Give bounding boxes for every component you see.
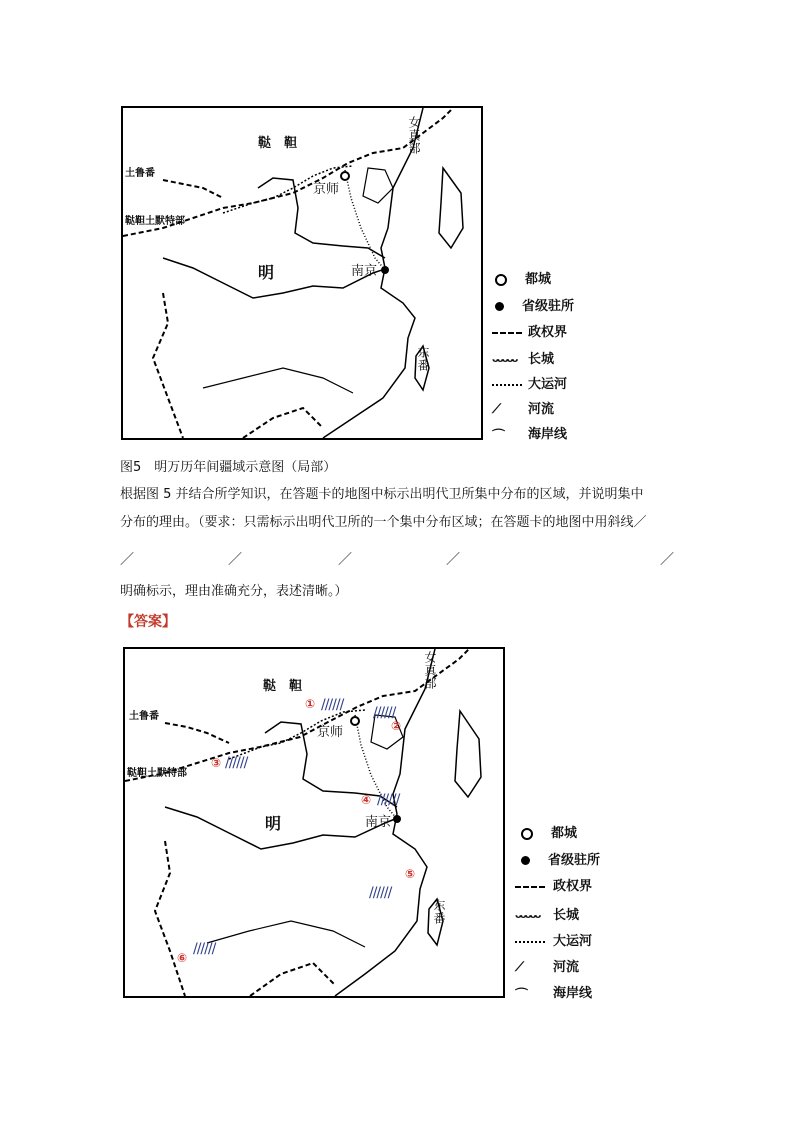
map1-label-jingshi: 京师: [313, 182, 340, 197]
mark-6: ⑥: [177, 951, 188, 965]
question-line-2: 分布的理由。（要求：只需标示出明代卫所的一个集中分布区域；在答题卡的地图中用斜线／: [120, 515, 647, 530]
legend1-river: ⟋ 河流: [492, 402, 555, 417]
map-2: [123, 647, 505, 998]
map2-label-tumote: 鞑靼土默特部: [127, 768, 187, 779]
mark-4: ④: [361, 793, 372, 807]
map1-label-tumote: 鞑靼土默特部: [125, 216, 185, 227]
slash-1: ／: [120, 552, 134, 568]
map-1-drawing: [123, 108, 481, 438]
hatch-3: //////: [225, 755, 248, 771]
province-icon: [521, 856, 530, 865]
figure-caption: 图5 明万历年间疆域示意图（局部）: [120, 460, 337, 475]
legend1-capital: 都城: [495, 268, 551, 287]
canal-icon: [492, 384, 522, 386]
slash-2: ／: [228, 552, 242, 568]
mark-5: ⑤: [405, 867, 416, 881]
hatch-4: //////: [377, 792, 400, 808]
wall-icon: ᴗᴗᴗᴗᴗ: [515, 910, 540, 921]
map2-label-tulufan: 土鲁番: [129, 711, 159, 722]
border-icon: [515, 886, 545, 888]
legend2-coast: ⌒ 海岸线: [515, 986, 593, 1003]
map1-label-nanjing: 南京: [351, 264, 378, 279]
hatch-6: //////: [193, 941, 216, 957]
mark-1: ①: [305, 697, 316, 711]
coast-icon: ⌒: [515, 988, 529, 1003]
map-1: [121, 106, 483, 440]
legend2-wall: ᴗᴗᴗᴗᴗ 长城: [515, 908, 580, 923]
map1-label-ming: 明: [258, 263, 275, 282]
mark-2: ②: [391, 719, 402, 733]
slash-5: ／: [660, 552, 674, 568]
legend1-wall: ᴗᴗᴗᴗᴗ 长城: [492, 352, 555, 367]
map1-label-dada: 鞑 靼: [258, 136, 298, 151]
legend2-capital: 都城: [521, 822, 577, 841]
capital-icon: [495, 274, 507, 286]
hatch-1: //////: [321, 697, 344, 713]
map1-label-nuzhen: 女真部: [407, 116, 421, 155]
legend2-border: 政权界: [515, 875, 592, 894]
legend2-river: ⟋ 河流: [515, 960, 580, 975]
province-icon: [495, 302, 504, 311]
map2-label-jingshi: 京师: [317, 725, 344, 740]
answer-tag: 【答案】: [120, 614, 176, 630]
question-line-4: 明确标示，理由准确充分，表述清晰。）: [120, 584, 348, 599]
river-icon: ⟋: [492, 402, 502, 417]
map2-label-dongfan: 东番: [432, 899, 446, 925]
legend1-coast: ⌒ 海岸线: [492, 427, 568, 444]
map2-label-nuzhen: 女真部: [423, 651, 437, 690]
border-icon: [492, 332, 522, 334]
slash-3: ／: [338, 552, 352, 568]
map2-label-dada: 鞑 靼: [263, 679, 303, 694]
map2-label-ming: 明: [265, 814, 282, 833]
question-line-1: 根据图 5 并结合所学知识，在答题卡的地图中标示出明代卫所集中分布的区域，并说明集中: [120, 487, 644, 502]
legend1-province: 省级驻所: [495, 295, 574, 314]
hatch-2: //////: [373, 705, 396, 721]
canal-icon: [515, 941, 545, 943]
legend1-border: 政权界: [492, 321, 567, 340]
slash-4: ／: [446, 552, 460, 568]
legend1-canal: 大运河: [492, 373, 567, 392]
coast-icon: ⌒: [492, 429, 506, 444]
map1-label-tulufan: 土鲁番: [125, 168, 155, 179]
wall-icon: ᴗᴗᴗᴗᴗ: [492, 354, 517, 365]
legend2-province: 省级驻所: [521, 849, 600, 868]
map1-label-dongfan: 东番: [416, 346, 430, 372]
hatch-5: //////: [369, 885, 392, 901]
map2-label-nanjing: 南京: [365, 815, 392, 830]
capital-icon: [521, 828, 533, 840]
legend2-canal: 大运河: [515, 930, 592, 949]
river-icon: ⟋: [515, 960, 525, 975]
mark-3: ③: [211, 756, 222, 770]
